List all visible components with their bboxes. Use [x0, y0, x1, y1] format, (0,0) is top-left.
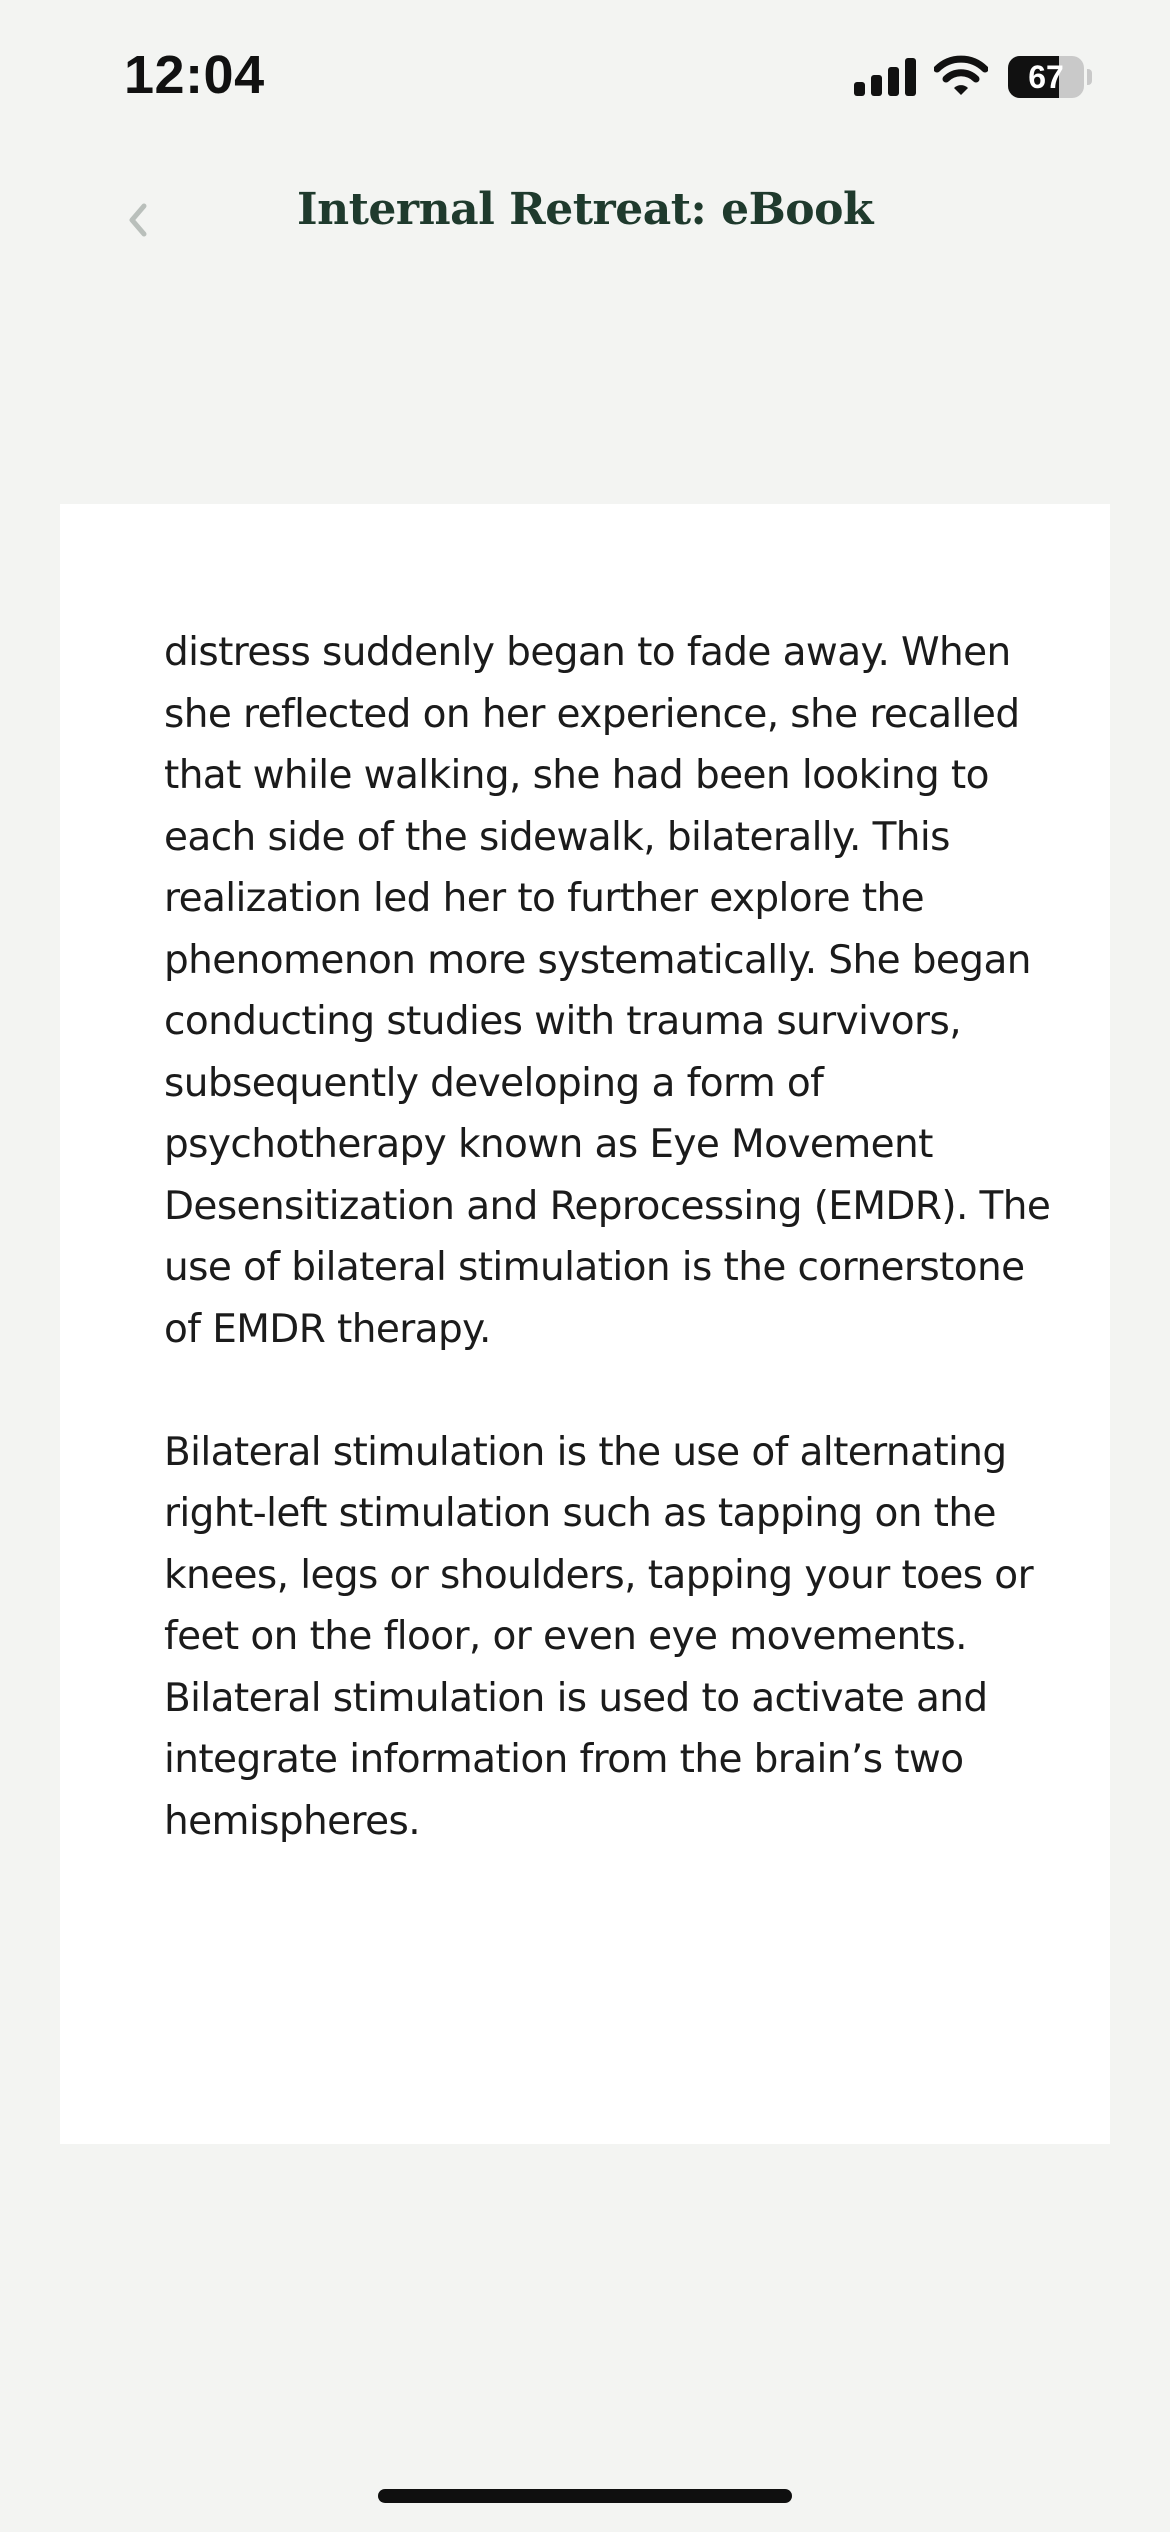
ebook-page[interactable] — [60, 504, 1110, 2144]
page-title: Internal Retreat: eBook — [297, 184, 873, 235]
battery-icon — [1008, 56, 1092, 98]
home-indicator[interactable] — [378, 2489, 792, 2503]
paragraph: Bilateral stimulation is the use of alternating right-left stimulation such as tapping on the knees, legs or shoulders, tapping your toes or feet on the floor, or even eye movements. Bilateral stimulation is used to activate and integrate information from the brain’s two hemispheres. — [164, 1429, 1034, 1844]
paragraph: distress suddenly began to fade away. When she reflected on her experience, she recalled that while walking, she had been looking to each side of the sidewalk, bilaterally. This realization led her to further explore the phenomenon more systematically. She began conducting studies with trauma survivors, subsequently developing a form of psychotherapy known as Eye Movement Desensitization and Reprocessing (EMDR). The use of bilateral stimulation is the cornerstone of EMDR therapy. — [164, 630, 1051, 1352]
header — [0, 170, 1170, 270]
wifi-icon — [934, 55, 988, 97]
battery-percentage: 67 — [1028, 59, 1064, 95]
cellular-signal-icon — [854, 58, 916, 96]
status-time: 12:04 — [124, 45, 265, 105]
ebook-page-text — [164, 622, 1064, 1852]
status-bar — [0, 0, 1170, 150]
battery-tip — [1087, 69, 1092, 85]
